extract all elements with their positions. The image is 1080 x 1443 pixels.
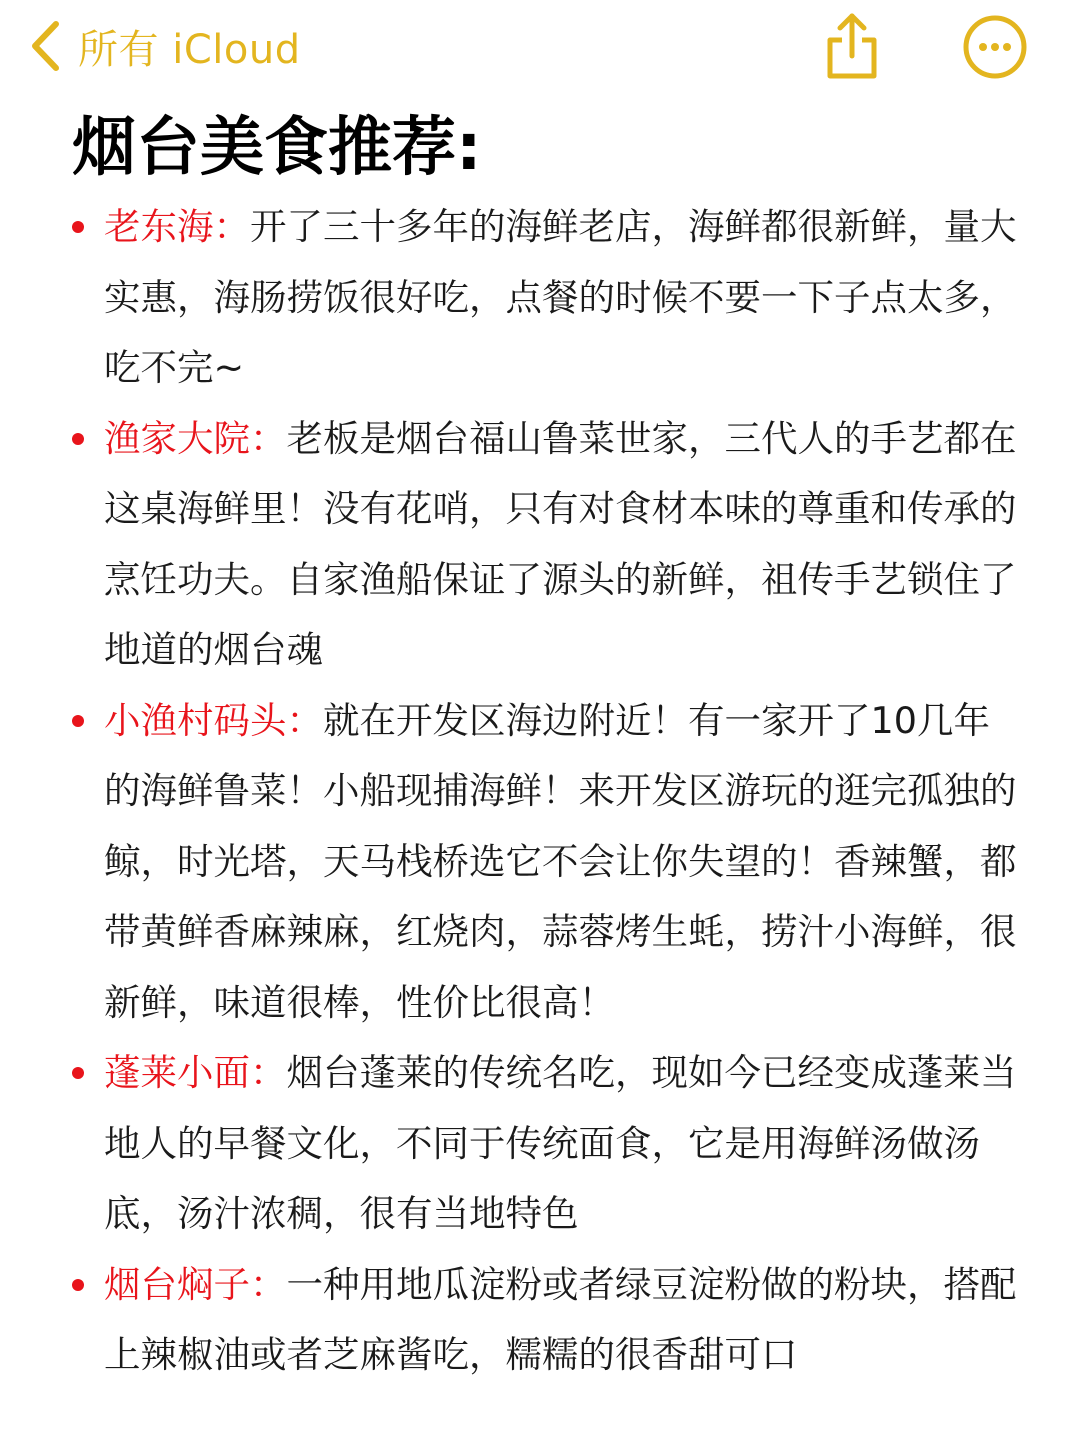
share-button[interactable] [820, 10, 884, 82]
list-item[interactable] [0, 686, 1080, 1039]
bullet-dot [72, 221, 84, 233]
list-item[interactable] [0, 192, 1080, 404]
bullet-dot [72, 715, 84, 727]
recommendation-list[interactable] [0, 192, 1080, 1391]
item-description: 开了三十多年的海鲜老店，海鲜都很新鲜，量大实惠，海肠捞饭很好吃，点餐的时候不要一下子点太多，吃不完~ [104, 205, 1017, 389]
item-description: 就在开发区海边附近！有一家开了10几年的海鲜鲁菜！小船现捕海鲜！来开发区游玩的逛完孤独的鲸，时光塔，天马栈桥选它不会让你失望的！香辣蟹，都带黄鲜香麻辣麻，红烧肉，蒜蓉烤生蚝，捞汁小海鲜，很新鲜，味道很棒，性价比很高！ [104, 698, 1017, 1024]
note-title[interactable]: 烟台美食推荐: [72, 111, 482, 185]
restaurant-name: 渔家大院： [104, 416, 287, 460]
list-item[interactable] [0, 1250, 1080, 1391]
share-icon [820, 67, 884, 86]
bullet-dot [72, 433, 84, 445]
item-description: 一种用地瓜淀粉或者绿豆淀粉做的粉块，搭配上辣椒油或者芝麻酱吃，糯糯的很香甜可口 [104, 1262, 1017, 1376]
list-item[interactable] [0, 404, 1080, 686]
back-button-label: 所有 iCloud [78, 26, 301, 73]
restaurant-name: 老东海： [104, 205, 250, 248]
item-description: 老板是烟台福山鲁菜世家，三代人的手艺都在这桌海鲜里！没有花哨，只有对食材本味的尊重和传承的烹饪功夫。自家渔船保证了源头的新鲜，祖传手艺锁住了地道的烟台魂 [104, 416, 1017, 671]
navigation-bar [0, 0, 1080, 100]
restaurant-name: 小渔村码头： [104, 698, 323, 742]
list-item[interactable] [0, 1038, 1080, 1250]
back-button[interactable] [30, 14, 301, 78]
chevron-left-icon [30, 20, 60, 72]
restaurant-name: 烟台焖子： [104, 1262, 287, 1306]
restaurant-name: 蓬莱小面： [104, 1051, 287, 1094]
bullet-dot [72, 1067, 84, 1079]
bullet-dot [72, 1279, 84, 1291]
ellipsis-circle-icon [962, 65, 1028, 84]
more-options-button[interactable] [962, 14, 1028, 80]
item-description: 烟台蓬莱的传统名吃，现如今已经变成蓬莱当地人的早餐文化，不同于传统面食，它是用海鲜汤做汤底，汤汁浓稠，很有当地特色 [104, 1051, 1017, 1235]
